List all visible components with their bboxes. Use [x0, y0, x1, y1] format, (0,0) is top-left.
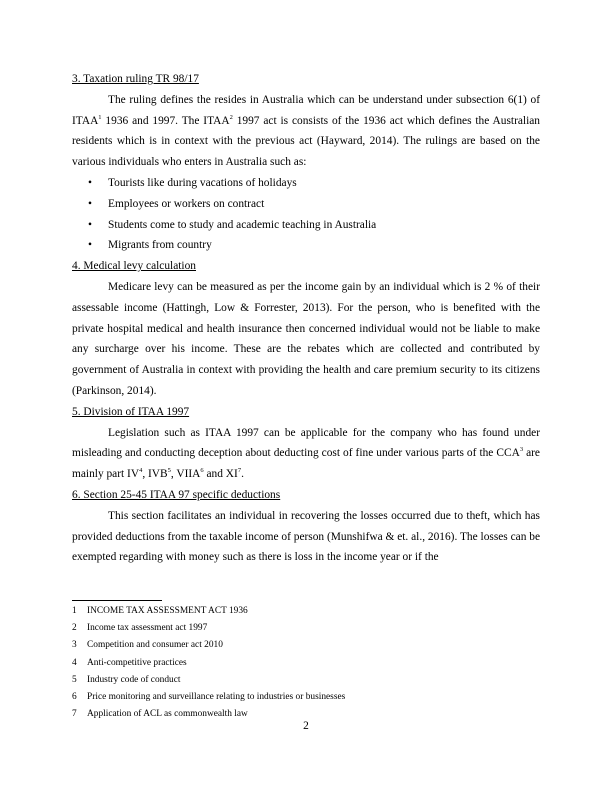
footnote-item	[72, 655, 540, 672]
footnote-ref[interactable]: 2	[229, 113, 233, 121]
footnote-text: Anti-competitive practices	[87, 657, 187, 668]
bullet-icon: •	[88, 176, 92, 189]
section-heading-specific-deductions: 6. Section 25-45 ITAA 97 specific deductions	[72, 488, 281, 501]
paragraph-text: and XI	[203, 468, 238, 481]
footnote-separator	[72, 600, 162, 601]
footnote-item	[72, 672, 540, 689]
footnote-ref[interactable]: 5	[167, 467, 171, 475]
bullet-text: Employees or workers on contract	[108, 197, 265, 210]
bullet-item	[72, 235, 540, 256]
footnote-item	[72, 620, 540, 637]
bullet-item	[72, 173, 540, 194]
footnote-text: INCOME TAX ASSESSMENT ACT 1936	[87, 606, 248, 616]
bullet-text: Tourists like during vacations of holidays	[108, 176, 297, 189]
section-heading-taxation-ruling: 3. Taxation ruling TR 98/17	[72, 73, 199, 85]
footnote-ref[interactable]: 6	[200, 467, 204, 475]
paragraph-text: , VIIA	[170, 468, 201, 481]
section-paragraph-medical-levy: Medicare levy can be measured as per the income gain by an individual which is 2 % of their assessable income (Hattingh, Low & Forrester, 2013). For the person, who is benefited with the private hospital medical and health insurance then concerned individual would not be liable to make any surcharge over his income. These are the rebates which are collected and contributed by government of Australia in context with providing the health and care premium security to its citizens (Parkinson, 2014).	[72, 280, 540, 397]
section-paragraph-taxation-ruling	[72, 90, 540, 173]
footnotes-list	[72, 603, 540, 723]
residency-bullet-list	[72, 173, 540, 256]
footnote-number: 4	[72, 657, 77, 668]
footnote-number: 7	[72, 709, 77, 720]
footnote-text: Income tax assessment act 1997	[87, 623, 208, 634]
bullet-item	[72, 215, 540, 236]
bullet-icon: •	[88, 197, 92, 210]
footnote-number: 6	[72, 691, 77, 702]
footnote-number: 3	[72, 640, 77, 651]
footnote-item	[72, 603, 540, 620]
paragraph-text: Legislation such as ITAA 1997 can be applicable for the company who has found under misleading and conducting deception about deducting cost of fine under various parts of the CCA	[72, 426, 540, 460]
bullet-text: Students come to study and academic teaching in Australia	[108, 218, 377, 231]
main-content	[72, 69, 540, 568]
paragraph-text: The ruling defines the resides in Australia which can be understand under subsection 6(1) of ITAA	[72, 93, 540, 127]
footnote-text: Industry code of conduct	[87, 674, 181, 685]
bullet-icon: •	[88, 218, 92, 231]
bullet-icon: •	[88, 239, 92, 252]
footnote-ref[interactable]: 3	[519, 446, 524, 454]
footnote-number: 2	[72, 623, 77, 634]
footnote-text: Application of ACL as commonwealth law	[87, 709, 248, 720]
footnote-text: Competition and consumer act 2010	[87, 640, 223, 651]
section-paragraph-division-itaa	[72, 423, 540, 485]
paragraph-text: , IVB	[142, 468, 168, 481]
footnote-ref[interactable]: 7	[237, 467, 242, 475]
footnote-text: Price monitoring and surveillance relating to industries or businesses	[87, 691, 346, 702]
page-number: 2	[303, 720, 309, 732]
footnote-number: 5	[72, 674, 77, 685]
footnote-item	[72, 689, 540, 706]
section-heading-division-itaa: 5. Division of ITAA 1997	[72, 405, 190, 418]
section-paragraph-specific-deductions: This section facilitates an individual in recovering the losses occurred due to theft, which has provided deductions from the taxable income of person (Munshifwa & et. al., 2016). The losses can be exempted regarding with money such as there is loss in the income year or if the	[72, 509, 540, 564]
section-heading-medical-levy: 4. Medical levy calculation	[72, 260, 196, 273]
paragraph-text: 1997 act is consists of the 1936 act which defines the Australian residents which is in context with the previous act (Hayward, 2014). The rulings are based on the various individuals who enters in Australia such as:	[72, 114, 540, 169]
footnote-number: 1	[72, 606, 77, 616]
paragraph-text: .	[241, 468, 244, 481]
bullet-text: Migrants from country	[108, 239, 212, 252]
footnote-item	[72, 637, 540, 654]
paragraph-text: 1936 and 1997. The ITAA	[101, 114, 230, 127]
bullet-item	[72, 194, 540, 215]
paragraph-text: are mainly part IV	[72, 447, 540, 481]
footnote-ref[interactable]: 4	[139, 467, 143, 475]
footnote-ref[interactable]: 1	[98, 113, 102, 121]
